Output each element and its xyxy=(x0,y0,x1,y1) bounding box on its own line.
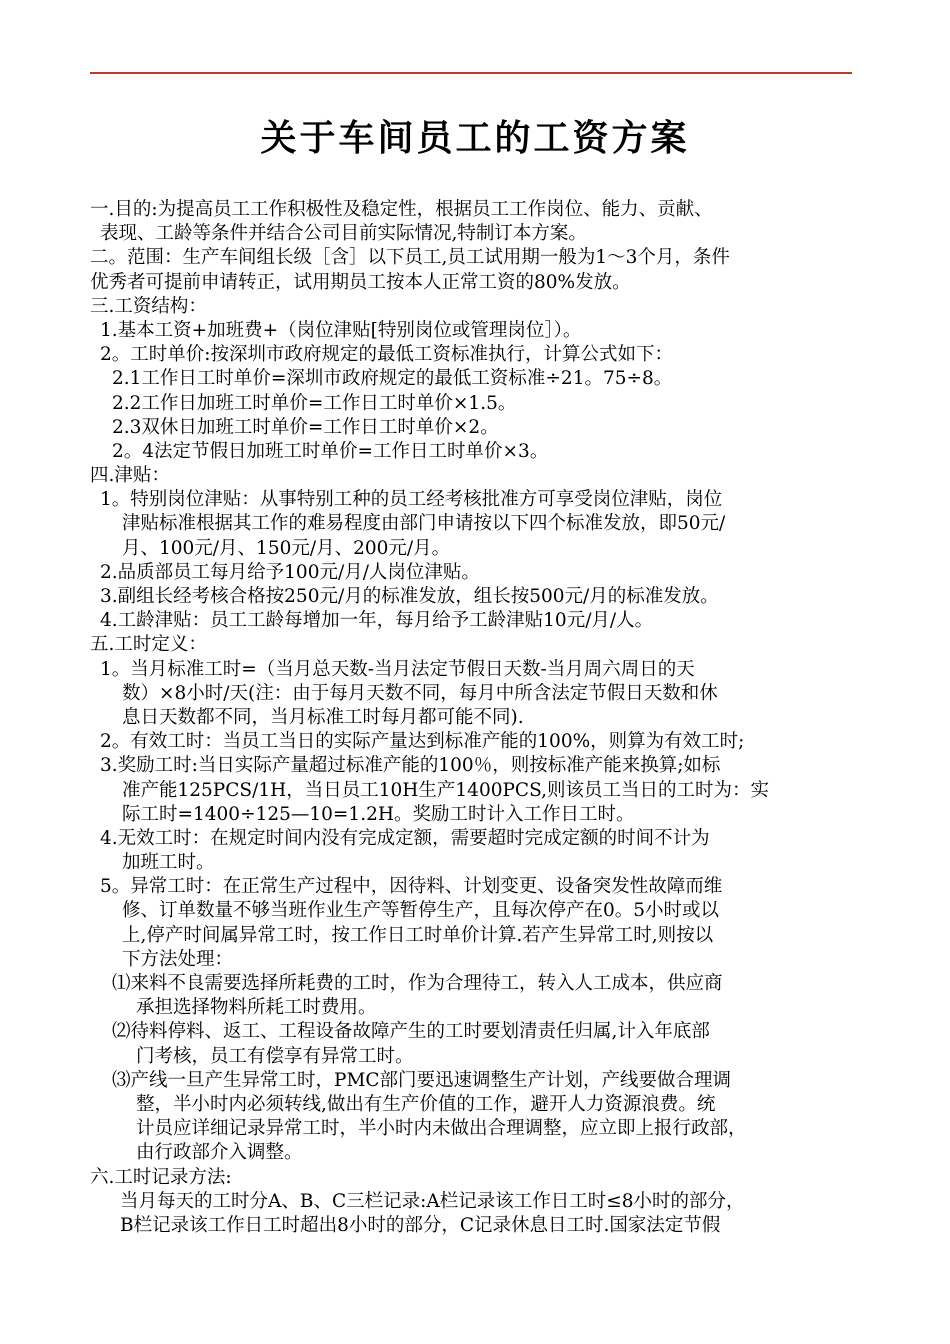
body-line: 门考核，员工有偿享有异常工时。 xyxy=(136,1045,414,1067)
section-heading: 三.工资结构： xyxy=(90,295,207,317)
body-line: 2.品质部员工每月给予100元/月/人岗位津贴。 xyxy=(100,561,480,583)
body-line: 准产能125PCS/1H，当日员工10H生产1400PCS,则该员工当日的工时为：实 xyxy=(122,779,769,801)
body-line: 二。范围：生产车间组长级［含］以下员工,员工试用期一般为1～3个月，条件 xyxy=(90,247,730,269)
body-line: 整，半小时内必须转线,做出有生产价值的工作，避开人力资源浪费。统 xyxy=(136,1093,716,1115)
section-heading: 六.工时记录方法: xyxy=(90,1166,232,1188)
body-line: 表现、工龄等条件并结合公司目前实际情况,特制订本方案。 xyxy=(100,223,587,245)
body-line: 当月每天的工时分A、B、C三栏记录:A栏记录该工作日工时≤8小时的部分， xyxy=(120,1190,745,1212)
body-line: 3.副组长经考核合格按250元/月的标准发放，组长按500元/月的标准发放。 xyxy=(100,586,719,607)
body-line: 2。有效工时：当员工当日的实际产量达到标准产能的100%，则算为有效工时; xyxy=(100,731,745,753)
body-line: 2.1工作日工时单价=深圳市政府规定的最低工资标准÷21。75÷8。 xyxy=(112,368,673,390)
body-line: 5。异常工时：在正常生产过程中，因待料、计划变更、设备突发性故障而维 xyxy=(100,876,723,898)
body-line: 3.奖励工时:当日实际产量超过标准产能的100％，则按标准产能来换算;如标 xyxy=(100,755,721,777)
body-line: 由行政部介入调整。 xyxy=(136,1142,303,1164)
body-line: 优秀者可提前申请转正，试用期员工按本人正常工资的80%发放。 xyxy=(90,271,631,293)
body-line: B栏记录该工作日工时超出8小时的部分，C记录休息日工时.国家法定节假 xyxy=(120,1214,721,1236)
body-line: 上,停产时间属异常工时，按工作日工时单价计算.若产生异常工时,则按以 xyxy=(122,924,714,946)
body-line: 计员应详细记录异常工时，半小时内未做出合理调整，应立即上报行政部， xyxy=(136,1118,747,1140)
body-line: 津贴标准根据其工作的难易程度由部门申请按以下四个标准发放，即50元/ xyxy=(122,513,726,535)
body-line: ⑶产线一旦产生异常工时，PMC部门要迅速调整生产计划，产线要做合理调 xyxy=(112,1069,732,1091)
body-line: 2.3双休日加班工时单价=工作日工时单价×2。 xyxy=(112,416,499,438)
body-line: 4.无效工时：在规定时间内没有完成定额，需要超时完成定额的时间不计为 xyxy=(100,827,710,849)
section-heading: 五.工时定义： xyxy=(90,634,207,656)
body-line: 月、100元/月、150元/月、200元/月。 xyxy=(122,537,451,559)
body-line: 息日天数都不同，当月标准工时每月都可能不同). xyxy=(122,706,524,728)
body-line: 2.2工作日加班工时单价=工作日工时单价×1.5。 xyxy=(112,392,517,414)
section-heading: 四.津贴： xyxy=(90,465,170,487)
body-line: ⑴来料不良需要选择所耗费的工时，作为合理待工，转入人工成本，供应商 xyxy=(112,973,723,994)
body-line: 1。当月标准工时=（当月总天数-当月法定节假日天数-当月周六周日的天 xyxy=(100,658,695,680)
body-line: 加班工时。 xyxy=(122,852,215,874)
body-line: 数）×8小时/天(注：由于每月天数不同，每月中所含法定节假日天数和休 xyxy=(122,682,718,704)
body-line: 1.基本工资+加班费+（岗位津贴[特别岗位或管理岗位］）。 xyxy=(100,319,582,341)
body-line: 下方法处理： xyxy=(122,948,234,970)
body-line: 2。4法定节假日加班工时单价=工作日工时单价×3。 xyxy=(112,440,549,462)
body-line: 承担选择物料所耗工时费用。 xyxy=(136,997,377,1019)
document-title: 关于车间员工的工资方案 xyxy=(260,117,690,159)
header-rule xyxy=(90,72,852,74)
body-line: 修、订单数量不够当班作业生产等暂停生产，且每次停产在0。5小时或以 xyxy=(122,900,720,922)
body-line: 一.目的:为提高员工工作积极性及稳定性，根据员工工作岗位、能力、贡献、 xyxy=(90,199,713,220)
body-line: ⑵待料停料、返工、工程设备故障产生的工时要划清责任归属,计入年底部 xyxy=(112,1021,710,1043)
body-line: 4.工龄津贴：员工工龄每增加一年，每月给予工龄津贴10元/月/人。 xyxy=(100,610,654,632)
body-line: 际工时=1400÷125—10=1.2H。奖励工时计入工作日工时。 xyxy=(122,803,635,825)
body-line: 1。特别岗位津贴：从事特别工种的员工经考核批准方可享受岗位津贴，岗位 xyxy=(100,489,723,511)
document-body xyxy=(90,198,865,1238)
body-line: 2。工时单价:按深圳市政府规定的最低工资标准执行，计算公式如下： xyxy=(100,344,674,366)
